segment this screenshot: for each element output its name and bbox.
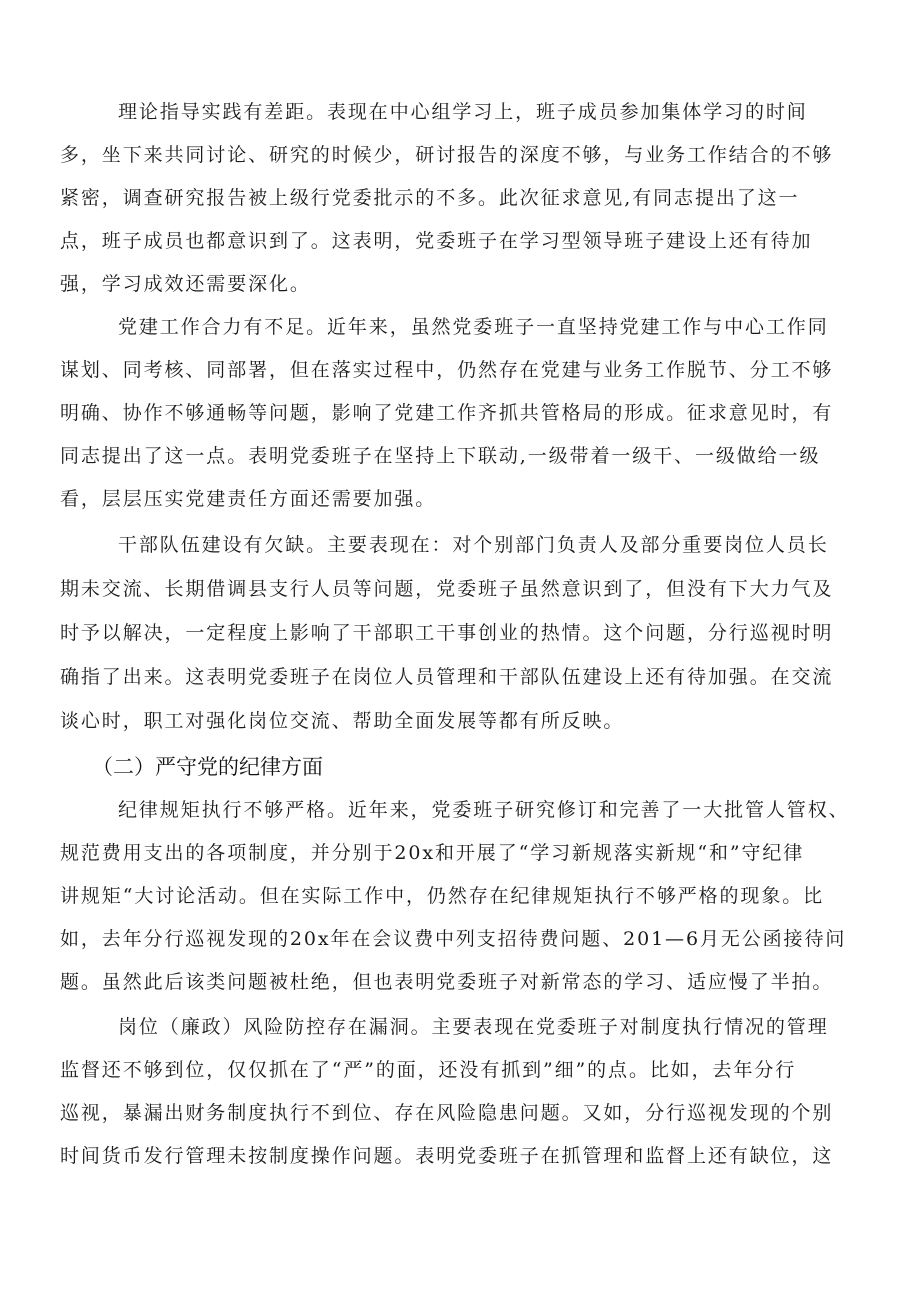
paragraph-4-line-5: 题。虽然此后该类问题被杜绝，但也表明党委班子对新常态的学习、适应慢了半拍。 (60, 971, 834, 993)
paragraph-5-line-2: 监督还不够到位，仅仅抓在了“严”的面，还没有抓到”细”的点。比如，去年分行 (60, 1059, 797, 1081)
paragraph-4-line-1: 纪律规矩执行不够严格。近年来，党委班子研究修订和完善了一大批管人管权、 (118, 799, 850, 821)
paragraph-1-line-3: 紧密，调查研究报告被上级行党委批示的不多。此次征求意见,有同志提出了这一 (60, 187, 800, 209)
paragraph-1-line-1: 理论指导实践有差距。表现在中心组学习上，班子成员参加集体学习的时间 (118, 101, 808, 123)
paragraph-3-line-2: 期未交流、长期借调县支行人员等问题，党委班子虽然意识到了，但没有下大力气及 (60, 578, 834, 600)
paragraph-1-line-4: 点，班子成员也都意识到了。这表明，党委班子在学习型领导班子建设上还有待加 (60, 230, 813, 252)
paragraph-1-line-5: 强，学习成效还需要深化。 (60, 273, 311, 295)
paragraph-3-line-1: 干部队伍建设有欠缺。主要表现在：对个别部门负责人及部分重要岗位人员长 (118, 534, 829, 556)
paragraph-2-line-1: 党建工作合力有不足。近年来，虽然党委班子一直坚持党建工作与中心工作同 (118, 316, 829, 338)
paragraph-4-line-4: 如，去年分行巡视发现的20x年在会议费中列支招待费问题、201—6月无公函接待问 (60, 928, 847, 950)
paragraph-4-line-2: 规范费用支出的各项制度，并分别于20x和开展了“学习新规落实新规“和”守纪律 (60, 842, 805, 864)
paragraph-3-line-4: 确指了出来。这表明党委班子在岗位人员管理和干部队伍建设上还有待加强。在交流 (60, 666, 834, 688)
paragraph-2-line-3: 明确、协作不够通畅等问题，影响了党建工作齐抓共管格局的形成。征求意见时，有 (60, 402, 834, 424)
paragraph-2-line-4: 同志提出了这一点。表明党委班子在坚持上下联动,一级带着一级干、一级做给一级 (60, 445, 821, 467)
paragraph-1-line-2: 多，坐下来共同讨论、研究的时候少，研讨报告的深度不够，与业务工作结合的不够 (60, 144, 834, 166)
paragraph-3-line-5: 谈心时，职工对强化岗位交流、帮助全面发展等都有所反映。 (60, 710, 625, 732)
paragraph-4-line-3: 讲规矩“大讨论活动。但在实际工作中，仍然存在纪律规矩执行不够严格的现象。比 (60, 885, 825, 907)
paragraph-2-line-5: 看，层层压实党建责任方面还需要加强。 (60, 488, 437, 510)
paragraph-5-line-1: 岗位（廉政）风险防控存在漏洞。主要表现在党委班子对制度执行情况的管理 (118, 1016, 829, 1038)
section-heading: （二）严守党的纪律方面 (92, 755, 323, 779)
paragraph-5-line-4: 时间货币发行管理未按制度操作问题。表明党委班子在抓管理和监督上还有缺位，这 (60, 1145, 834, 1167)
paragraph-2-line-2: 谋划、同考核、同部署，但在落实过程中，仍然存在党建与业务工作脱节、分工不够 (60, 359, 834, 381)
paragraph-5-line-3: 巡视，暴漏出财务制度执行不到位、存在风险隐患问题。又如，分行巡视发现的个别 (60, 1102, 834, 1124)
paragraph-3-line-3: 时予以解决，一定程度上影响了干部职工干事创业的热情。这个问题，分行巡视时明 (60, 622, 834, 644)
